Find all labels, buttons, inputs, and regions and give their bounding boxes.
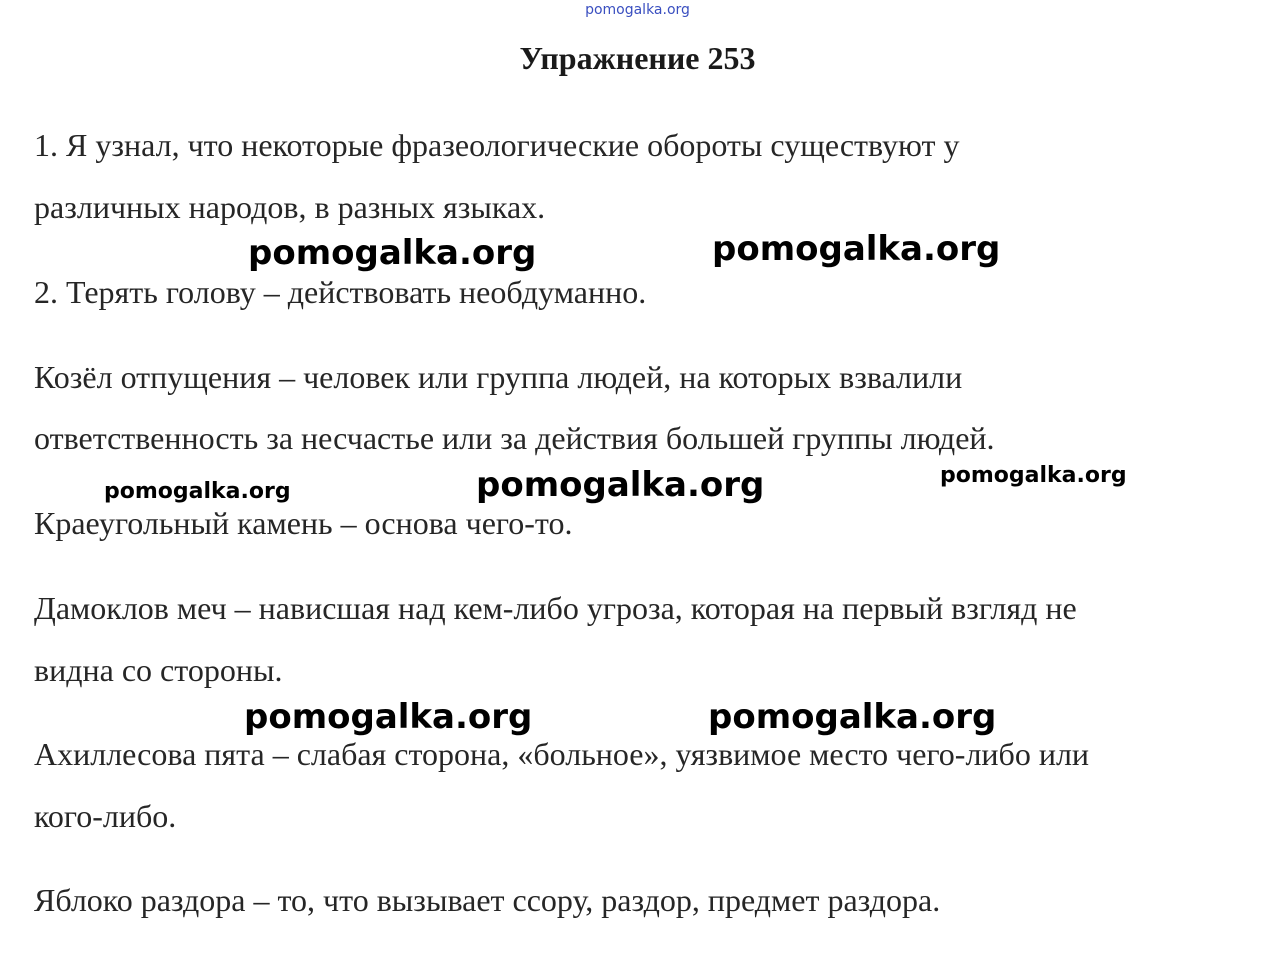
text-line: видна со стороны. xyxy=(34,652,283,688)
watermark: pomogalka.org xyxy=(708,697,997,737)
text-line: 1. Я узнал, что некоторые фразеологические обороты существуют у xyxy=(34,127,960,163)
text-line: Яблоко раздора – то, что вызывает ссору, раздор, предмет раздора. xyxy=(34,882,941,918)
watermark: pomogalka.org xyxy=(104,479,291,504)
text-line: 2. Терять голову – действовать необдуманно. xyxy=(34,274,647,310)
text-line: ответственность за несчастье или за действия большей группы людей. xyxy=(34,420,995,456)
text-line: Краеугольный камень – основа чего-то. xyxy=(34,505,573,541)
text-line: кого-либо. xyxy=(34,798,177,834)
text-line: Ахиллесова пята – слабая сторона, «больное», уязвимое место чего-либо или xyxy=(34,736,1090,772)
text-line: различных народов, в разных языках. xyxy=(34,189,546,225)
watermark: pomogalka.org xyxy=(712,229,1001,269)
watermark: pomogalka.org xyxy=(476,465,765,505)
site-link[interactable]: pomogalka.org xyxy=(585,2,690,18)
watermark: pomogalka.org xyxy=(940,463,1127,488)
text-line: Дамоклов меч – нависшая над кем-либо угроза, которая на первый взгляд не xyxy=(34,590,1077,626)
text-line: Козёл отпущения – человек или группа людей, на которых взвалили xyxy=(34,359,963,395)
page-title: Упражнение 253 xyxy=(519,40,756,76)
watermark: pomogalka.org xyxy=(248,233,537,273)
watermark: pomogalka.org xyxy=(244,697,533,737)
